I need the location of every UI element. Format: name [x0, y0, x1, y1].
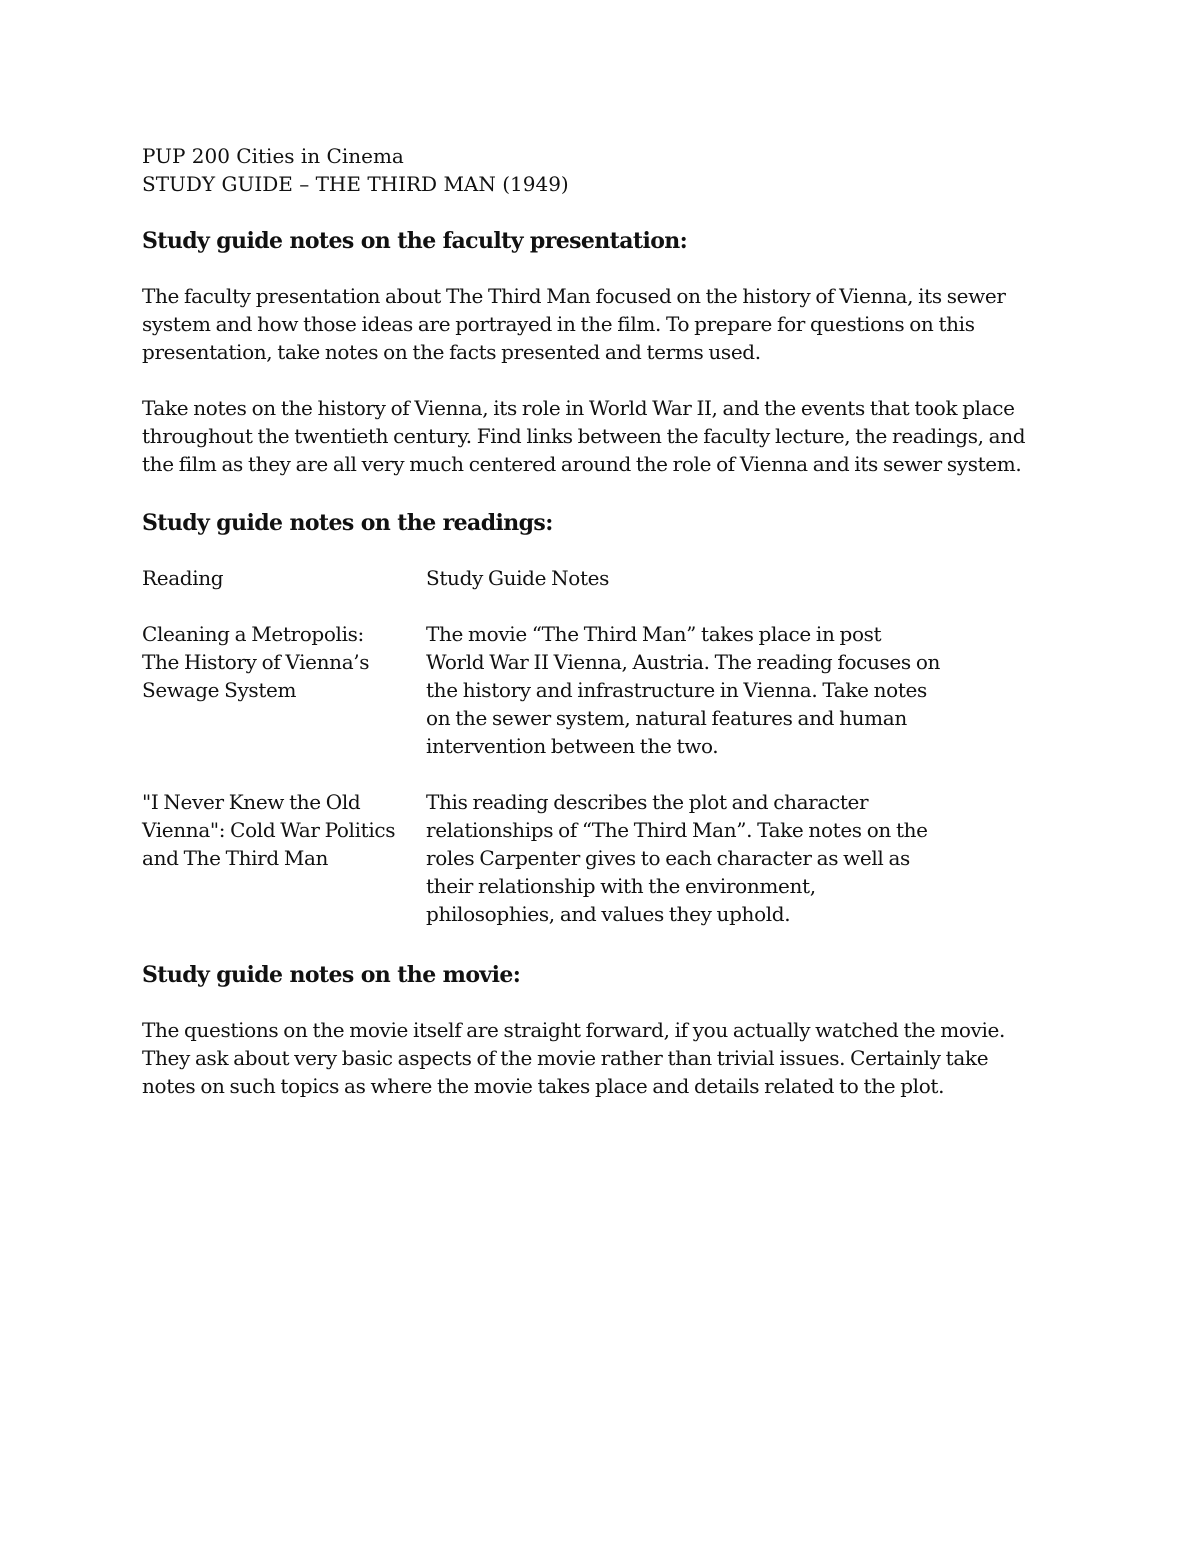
- text-line: roles Carpenter gives to each character as well as: [426, 846, 910, 870]
- text-line: Take notes on the history of Vienna, its role in World War II, and the events that took place: [142, 396, 1015, 420]
- text-line: The faculty presentation about The Third Man focused on the history of Vienna, its sewer: [142, 284, 1006, 308]
- movie-section-heading: Study guide notes on the movie:: [142, 962, 521, 988]
- reading-row-1: [142, 620, 1062, 760]
- text-line: Vienna": Cold War Politics: [142, 818, 396, 842]
- readings-table-header: [142, 564, 1062, 592]
- text-line: relationships of “The Third Man”. Take notes on the: [426, 818, 928, 842]
- text-line: intervention between the two.: [426, 734, 719, 758]
- faculty-paragraph-1: [142, 282, 1062, 366]
- reading-notes: [426, 620, 986, 760]
- text-line: their relationship with the environment,: [426, 874, 816, 898]
- reading-title: [142, 620, 426, 760]
- text-line: World War II Vienna, Austria. The reading focuses on: [426, 650, 941, 674]
- movie-paragraph: [142, 1016, 1062, 1100]
- text-line: presentation, take notes on the facts presented and terms used.: [142, 340, 761, 364]
- text-line: and The Third Man: [142, 846, 329, 870]
- faculty-paragraph-2: [142, 394, 1062, 478]
- text-line: They ask about very basic aspects of the movie rather than trivial issues. Certainly take: [142, 1046, 989, 1070]
- text-line: Sewage System: [142, 678, 297, 702]
- study-guide-title: STUDY GUIDE – THE THIRD MAN (1949): [142, 172, 569, 196]
- reading-row-2: [142, 788, 1062, 928]
- text-line: notes on such topics as where the movie takes place and details related to the plot.: [142, 1074, 945, 1098]
- text-line: Cleaning a Metropolis:: [142, 622, 364, 646]
- document-page: [142, 142, 1062, 1100]
- text-line: The History of Vienna’s: [142, 650, 370, 674]
- text-line: system and how those ideas are portrayed in the film. To prepare for questions on this: [142, 312, 975, 336]
- column-header-notes: Study Guide Notes: [426, 566, 610, 590]
- course-title: PUP 200 Cities in Cinema: [142, 144, 404, 168]
- text-line: philosophies, and values they uphold.: [426, 902, 791, 926]
- text-line: the film as they are all very much centered around the role of Vienna and its sewer system.: [142, 452, 1022, 476]
- text-line: throughout the twentieth century. Find links between the faculty lecture, the readings, and: [142, 424, 1026, 448]
- reading-notes: [426, 788, 986, 928]
- reading-title: [142, 788, 426, 928]
- text-line: This reading describes the plot and character: [426, 790, 869, 814]
- text-line: The questions on the movie itself are straight forward, if you actually watched the movie.: [142, 1018, 1006, 1042]
- faculty-section-heading: Study guide notes on the faculty presentation:: [142, 228, 688, 254]
- text-line: "I Never Knew the Old: [142, 790, 361, 814]
- text-line: The movie “The Third Man” takes place in post: [426, 622, 882, 646]
- text-line: on the sewer system, natural features and human: [426, 706, 907, 730]
- readings-section-heading: Study guide notes on the readings:: [142, 510, 553, 536]
- column-header-reading: Reading: [142, 566, 224, 590]
- text-line: the history and infrastructure in Vienna. Take notes: [426, 678, 927, 702]
